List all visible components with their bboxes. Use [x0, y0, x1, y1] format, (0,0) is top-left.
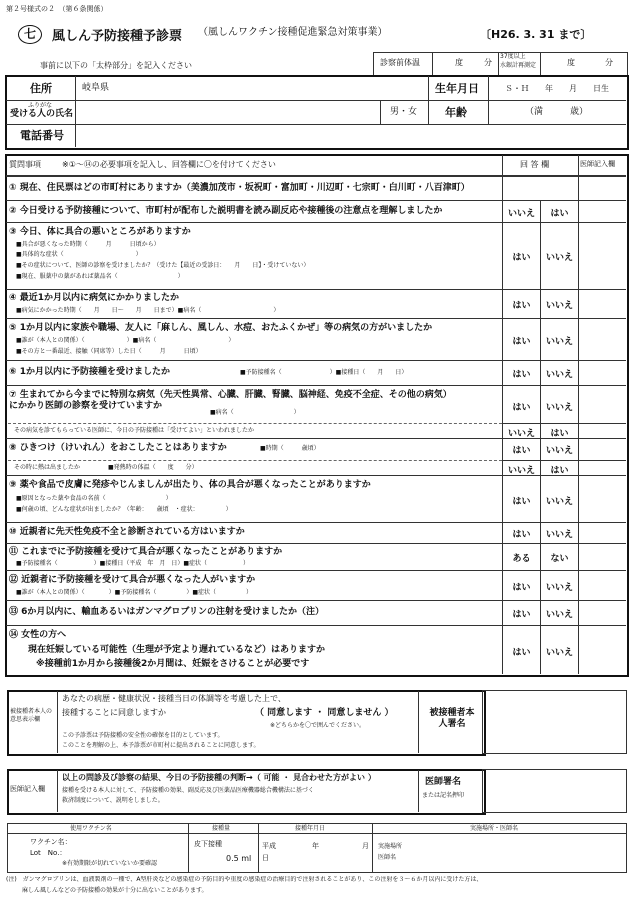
doctor-line-2: 接種を受ける本人に対して、予防接種の効果、副反応及び医薬品医療機器総合機構法に基づく [62, 787, 314, 794]
age-field[interactable]: （満 歳） [525, 107, 589, 117]
q6-sub-1: ■予防接種名（ ）■接種日（ 月 日） [240, 369, 408, 376]
question-11: ⑪ これまでに予防接種を受けて具合が悪くなったことがありますか [9, 547, 283, 557]
doctor-name-field[interactable]: 医師名 [378, 854, 397, 861]
question-9: ⑨ 薬や食品で皮膚に発疹やじんましんが出たり、体の具合が悪くなったことがありますか [9, 480, 371, 490]
consent-note-3: このことを理解の上、本予診票が市町村に提出されることに同意します。 [62, 742, 260, 749]
q7b-answer-yes[interactable]: はい [550, 429, 569, 439]
date-year[interactable]: 年 [312, 842, 319, 850]
date-era: 平成 [262, 842, 276, 850]
q7b-answer-no[interactable]: いいえ [507, 429, 535, 439]
questions-instruction: ※①～⑭の必要事項を記入し、回答欄に〇を付けてください [62, 160, 276, 169]
consent-choice[interactable]: （ 同意します ・ 同意しません ） [255, 708, 394, 718]
doctor-signature-box[interactable] [482, 769, 627, 813]
q5-answer-yes[interactable]: はい [512, 337, 531, 347]
doctor-side-label: 医師記入欄 [10, 785, 45, 793]
doctor-line-1[interactable]: 以上の問診及び診察の結果、今日の予防接種の判断→（ 可能 ・ 見合わせた方がよい ） [62, 773, 376, 782]
consent-note-1: ※どちらかを〇で囲んでください。 [270, 722, 366, 729]
q5-answer-no[interactable]: いいえ [545, 337, 573, 347]
answer-column-header: 回 答 欄 [520, 160, 550, 169]
q4-sub-1: ■病気にかかった時期（ 月 日～ 月 日まで）■病名（ ） [16, 307, 280, 314]
q11-sub-1: ■予防接種名（ ）■接種日（平成 年 月 日）■症状（ ） [16, 560, 250, 567]
q9-sub-2: ■何歳の頃、どんな症状が出ましたか？（年齢： 歳頃 ・症状： ） [16, 506, 232, 513]
question-7b: その病気を診てもらっている医師に、今日の予防接種は「受けてよい」といわれましたか [14, 427, 255, 434]
q12-answer-no[interactable]: いいえ [545, 583, 573, 593]
doctor-signature-sub: または記名押印 [422, 792, 465, 799]
consent-line-2: 接種することに同意しますか [62, 708, 166, 717]
temp-min-2[interactable]: 分 [605, 58, 613, 67]
q4-answer-yes[interactable]: はい [512, 301, 531, 311]
q3-sub-2: ■具体的な症状（ ） [16, 251, 142, 258]
q11-answer-yes[interactable]: ある [512, 554, 531, 564]
patient-signature-box[interactable] [482, 690, 627, 754]
questions-label: 質問事項 [9, 160, 41, 169]
q8-answer-yes[interactable]: はい [512, 446, 531, 456]
q5-sub-1: ■誰が（本人との関係）（ ）■病名（ ） [16, 337, 235, 344]
q8b-answer-yes[interactable]: はい [550, 466, 569, 476]
expiry-note: ※有効期限が切れていないか要確認 [62, 860, 158, 867]
vaccine-col-name: 使用ワクチン名 [70, 825, 112, 832]
question-8b: その時に熱は出ましたか [14, 464, 81, 471]
q6-answer-no[interactable]: いいえ [545, 370, 573, 380]
q14-answer-yes[interactable]: はい [512, 648, 531, 658]
question-8: ⑧ ひきつけ（けいれん）をおこしたことはありますか [9, 443, 227, 453]
q3-answer-no[interactable]: いいえ [545, 253, 573, 263]
consent-line-1: あなたの病歴・健康状況・接種当日の体調等を考慮した上で、 [62, 694, 286, 703]
name-label: 受ける人の氏名 [10, 109, 74, 119]
form-title: 風しん予防接種予診票 [52, 29, 183, 44]
q2-answer-no[interactable]: いいえ [507, 209, 535, 219]
footnote-line-2: 麻しん風しんなどの予防接種の効果が十分に出ないことがあります。 [22, 887, 208, 894]
place-field[interactable]: 実施場所 [378, 843, 403, 850]
q14-sub-2: ※接種前1か月から接種後2か月間は、妊娠をさけることが必要です [36, 659, 310, 669]
q4-answer-no[interactable]: いいえ [545, 301, 573, 311]
recheck-note-1: 37度以上 [500, 53, 526, 60]
phone-label: 電話番号 [20, 129, 64, 142]
question-10: ⑩ 近親者に先天性免疫不全と診断されている方はいますか [9, 527, 245, 537]
q7-answer-no[interactable]: いいえ [545, 403, 573, 413]
dose-value: 0.5 ml [226, 854, 252, 863]
question-13: ⑬ 6か月以内に、輸血あるいはガンマグロブリンの注射を受けましたか（注） [9, 607, 325, 617]
q7-sub-1: ■病名（ ） [210, 409, 300, 416]
q9-sub-1: ■原因となった薬や食品の名前（ ） [16, 495, 172, 502]
date-day[interactable]: 日 [262, 854, 269, 862]
question-7: ⑦ 生まれてから今までに特別な病気（先天性異常、心臓、肝臓、腎臓、脳神経、免疫不全症、その他の病気）にかかり医師の診察を受けていますか [9, 390, 448, 411]
q9-answer-no[interactable]: いいえ [545, 497, 573, 507]
doctor-line-3: 救済制度について、説明をしました。 [62, 797, 164, 804]
address-field[interactable]: 岐阜県 [82, 83, 110, 93]
q8-sub-1: ■時期（ 歳頃） [260, 445, 320, 452]
q13-answer-no[interactable]: いいえ [545, 610, 573, 620]
sex-field[interactable]: 男・女 [390, 107, 418, 117]
dob-label: 生年月日 [435, 82, 479, 95]
lot-number-field[interactable]: Lot No.： [30, 849, 67, 857]
patient-signature-label: 被接種者本人署名 [429, 708, 475, 729]
dose-route: 皮下接種 [194, 840, 222, 848]
date-month[interactable]: 月 [362, 842, 369, 850]
q5-sub-2: ■その方と一番最近、接触（同席等）した日（ 月 日頃） [16, 348, 202, 355]
question-3: ③ 今日、体に具合の悪いところがありますか [9, 227, 191, 237]
question-2: ② 今日受ける予防接種について、市町村が配布した説明書を読み副反応や接種後の注意点を理解しましたか [9, 206, 443, 216]
q8b-answer-no[interactable]: いいえ [507, 466, 535, 476]
q3-answer-yes[interactable]: はい [512, 253, 531, 263]
recheck-note-2: 水銀計再測定 [500, 62, 537, 69]
question-6: ⑥ 1か月以内に予防接種を受けましたか [9, 367, 171, 377]
q8-answer-no[interactable]: いいえ [545, 446, 573, 456]
question-1: ① 現在、住民票はどの市町村にありますか（美濃加茂市・坂祝町・富加町・川辺町・七宗町・白川町・八百津町） [9, 183, 470, 193]
doctor-column-header: 医師記入欄 [580, 160, 615, 168]
q3-sub-1: ■具合が悪くなった時期（ 月 日頃から） [16, 241, 160, 248]
age-label: 年齢 [445, 106, 467, 119]
q14-sub-1: 現在妊娠している可能性（生理が予定より遅れているなど）はありますか [28, 645, 326, 655]
temp-deg[interactable]: 度 [455, 58, 463, 67]
vaccine-col-dose: 接種量 [212, 825, 231, 832]
vaccine-name-field[interactable]: ワクチン名： [30, 838, 72, 846]
form-subtitle: （風しんワクチン接種促進緊急対策事業） [198, 27, 388, 38]
furigana-label: ふりがな [28, 102, 53, 109]
question-4: ④ 最近1か月以内に病気にかかりましたか [9, 293, 180, 303]
q3-sub-4: ■現在、服薬中の薬があれば薬品名（ ） [16, 273, 184, 280]
q6-answer-yes[interactable]: はい [512, 370, 531, 380]
question-14: ⑭ 女性の方へ [9, 630, 67, 640]
q12-sub-1: ■誰が（本人との関係）（ ）■予防接種名（ ）■症状（ ） [16, 589, 253, 596]
q11-answer-no[interactable]: ない [550, 554, 569, 564]
q12-answer-yes[interactable]: はい [512, 583, 531, 593]
question-12: ⑫ 近親者に予防接種を受けて具合が悪くなった人がいますか [9, 575, 256, 585]
q10-answer-yes[interactable]: はい [512, 530, 531, 540]
temp-deg-2[interactable]: 度 [567, 58, 575, 67]
q13-answer-yes[interactable]: はい [512, 610, 531, 620]
q10-answer-no[interactable]: いいえ [545, 530, 573, 540]
question-5: ⑤ 1か月以内に家族や職場、友人に「麻しん、風しん、水痘、おたふくかぜ」等の病気の方がいましたか [9, 323, 433, 333]
temp-label: 診察前体温 [380, 58, 420, 67]
pre-instruction: 事前に以下の「太枠部分」を記入ください [40, 61, 192, 70]
temp-min[interactable]: 分 [484, 58, 492, 67]
q14-answer-no[interactable]: いいえ [545, 648, 573, 658]
vaccine-col-place: 実施場所・医師名 [470, 825, 519, 832]
vaccine-col-date: 接種年月日 [295, 825, 326, 832]
q9-answer-yes[interactable]: はい [512, 497, 531, 507]
dob-field[interactable]: Ｓ・Ｈ 年 月 日生 [505, 84, 609, 93]
address-label: 住所 [30, 82, 52, 95]
consent-side-label: 被接種者本人の意思表示欄 [10, 708, 53, 723]
deadline: 〔H26. 3. 31 まで〕 [480, 28, 592, 41]
consent-note-2: この予診票は予防接種の安全性の確保を目的としています。 [62, 732, 224, 739]
q2-answer-yes[interactable]: はい [550, 209, 569, 219]
doctor-signature-label: 医師署名 [425, 777, 462, 787]
q8b-sub-1: ■発熱時の体温（ 度 分） [108, 464, 198, 471]
q7-answer-yes[interactable]: はい [512, 403, 531, 413]
footnote-line-1: (注) ガンマグロブリンは、血液製剤の一種で、A型肝炎などの感染症の予防目的や重度の感染症の治療目的で注射されることがあり、この注射を３～６か月以内に受けた方は、 [6, 876, 483, 883]
form-number: 第２号様式の２ （第６条関係） [6, 5, 108, 13]
q3-sub-3: ■その症状について、医師の診察を受けましたか？（受けた【最近の受診日： 月 日】・受けていない） [16, 262, 310, 269]
header-circle-seven: 七 [18, 23, 42, 44]
